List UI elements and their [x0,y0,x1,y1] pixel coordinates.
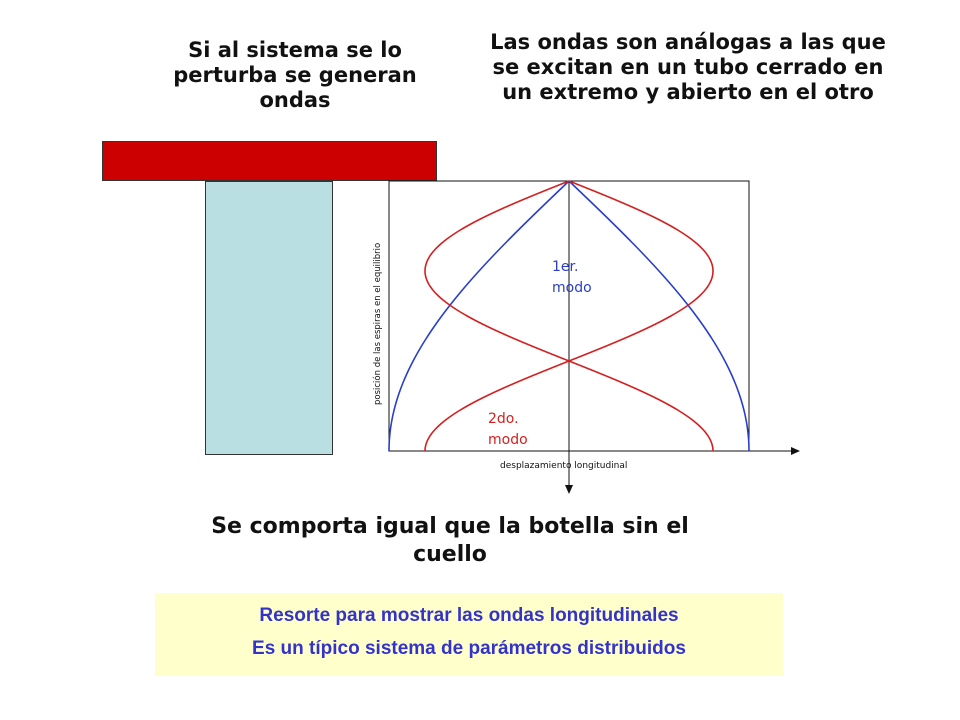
mode1-label-line2: modo [552,280,592,296]
y-axis-label: posición de las espiras en el equilibrio [373,242,383,405]
mode2-label-line2: modo [488,432,528,448]
mode1-label-line1: 1er. [552,259,579,275]
x-axis-label: desplazamiento longitudinal [500,461,628,471]
x-axis-arrow [791,447,800,455]
spring-column [205,181,333,455]
mode1-curve-right [569,181,749,451]
info-box [155,593,783,676]
heading-perturbation: Si al sistema se lo perturba se generan ondas [173,38,417,112]
mode1-curve-left [389,181,569,451]
info-line-1: Resorte para mostrar las ondas longitudinales [259,605,679,626]
wave-modes-diagram [360,170,810,500]
mode2-label-line1: 2do. [488,411,519,427]
center-axis-arrow [565,485,573,494]
info-line-2: Es un típico sistema de parámetros distribuidos [252,638,686,659]
heading-bottle-comparison: Se comporta igual que la botella sin el cuello [211,514,689,567]
heading-tube-analogy: Las ondas son análogas a las que se excitan en un tubo cerrado en un extremo y abierto en el otro [490,30,886,104]
